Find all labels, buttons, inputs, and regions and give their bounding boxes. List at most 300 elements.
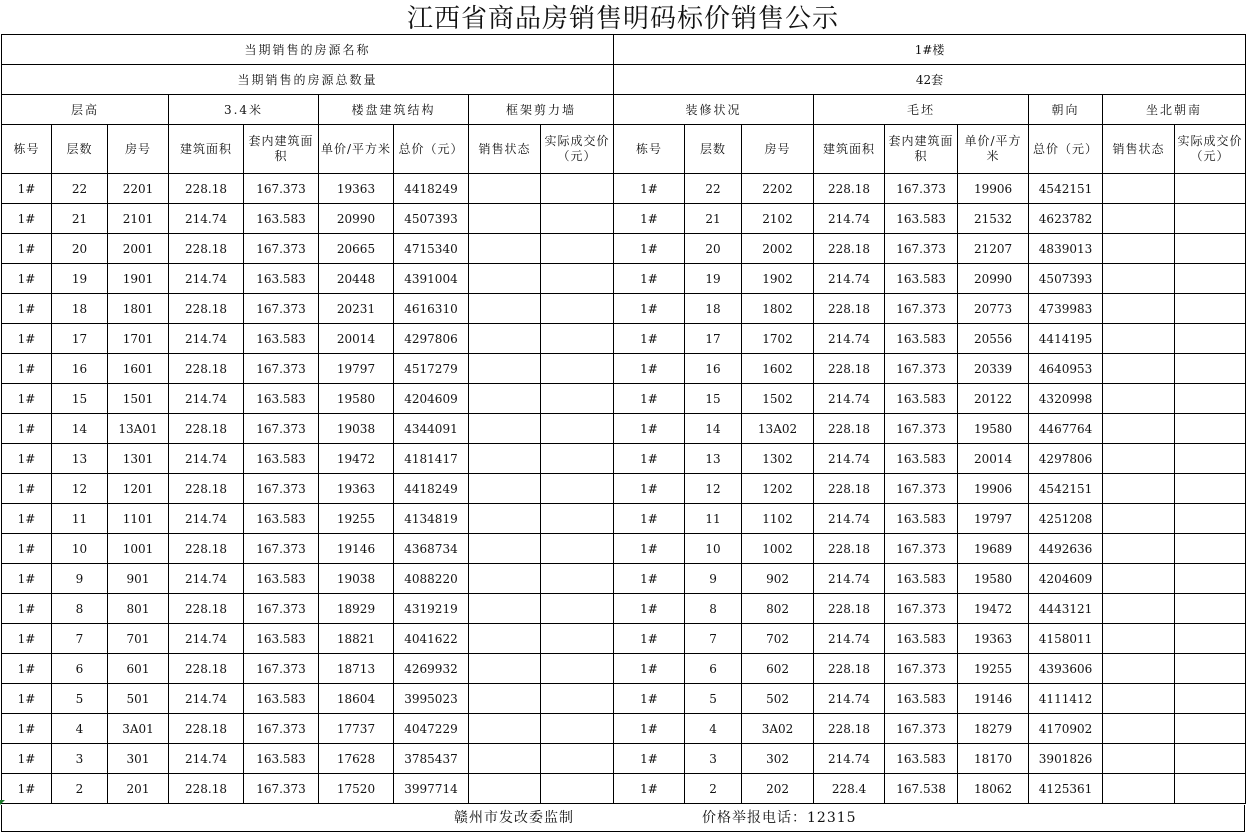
right-inner-area-cell: 163.583 xyxy=(885,624,958,654)
right-total-price-cell: 4640953 xyxy=(1029,354,1103,384)
right-total-price-cell: 4839013 xyxy=(1029,234,1103,264)
left-actual-price-cell xyxy=(541,744,614,774)
right-building-cell: 1# xyxy=(614,204,685,234)
right-actual-price-cell xyxy=(1175,774,1246,804)
right-floor-cell: 8 xyxy=(685,594,742,624)
property-info-row xyxy=(2,95,1246,125)
source-name-label: 当期销售的房源名称 xyxy=(2,35,614,65)
left-total-price-cell: 4418249 xyxy=(394,174,469,204)
source-count-value: 42套 xyxy=(614,65,1246,95)
right-building-cell: 1# xyxy=(614,564,685,594)
right-actual-price-cell xyxy=(1175,474,1246,504)
table-row xyxy=(2,654,1246,684)
right-gross-area-cell: 228.18 xyxy=(814,354,885,384)
left-floor-cell: 8 xyxy=(52,594,108,624)
table-row xyxy=(2,324,1246,354)
right-actual-price-cell xyxy=(1175,714,1246,744)
right-room-cell: 502 xyxy=(742,684,814,714)
left-floor-cell: 20 xyxy=(52,234,108,264)
left-gross-area-cell: 228.18 xyxy=(169,534,244,564)
right-gross-area-cell: 214.74 xyxy=(814,684,885,714)
left-inner-area-cell: 167.373 xyxy=(244,654,319,684)
right-inner-area-cell: 163.583 xyxy=(885,204,958,234)
left-gross-area-cell: 214.74 xyxy=(169,564,244,594)
left-floor-cell: 16 xyxy=(52,354,108,384)
left-room-cell: 701 xyxy=(108,624,169,654)
right-actual-price-cell xyxy=(1175,504,1246,534)
left-room-cell: 1101 xyxy=(108,504,169,534)
left-sale-status-cell xyxy=(469,294,541,324)
left-unit-price-cell: 18929 xyxy=(319,594,394,624)
left-inner-area-cell: 167.373 xyxy=(244,174,319,204)
left-actual-price-cell xyxy=(541,714,614,744)
right-actual-price-cell xyxy=(1175,564,1246,594)
table-row xyxy=(2,744,1246,774)
right-inner-area-cell: 167.373 xyxy=(885,354,958,384)
left-sale-status-cell xyxy=(469,324,541,354)
left-floor-cell: 5 xyxy=(52,684,108,714)
right-gross-area-cell: 228.4 xyxy=(814,774,885,804)
right-room-cell: 1902 xyxy=(742,264,814,294)
header-right-unit-price: 单价/平方米 xyxy=(958,125,1029,174)
right-building-cell: 1# xyxy=(614,774,685,804)
right-floor-cell: 18 xyxy=(685,294,742,324)
right-unit-price-cell: 18279 xyxy=(958,714,1029,744)
right-sale-status-cell xyxy=(1103,654,1175,684)
left-actual-price-cell xyxy=(541,414,614,444)
right-unit-price-cell: 20773 xyxy=(958,294,1029,324)
left-actual-price-cell xyxy=(541,564,614,594)
left-sale-status-cell xyxy=(469,774,541,804)
supervisor-text: 赣州市发改委监制 xyxy=(454,810,574,826)
right-actual-price-cell xyxy=(1175,654,1246,684)
left-unit-price-cell: 19472 xyxy=(319,444,394,474)
left-inner-area-cell: 163.583 xyxy=(244,504,319,534)
hotline-text: 价格举报电话：12315 xyxy=(702,810,857,826)
left-actual-price-cell xyxy=(541,384,614,414)
right-total-price-cell: 4158011 xyxy=(1029,624,1103,654)
left-unit-price-cell: 20231 xyxy=(319,294,394,324)
right-room-cell: 1302 xyxy=(742,444,814,474)
right-floor-cell: 7 xyxy=(685,624,742,654)
right-total-price-cell: 4739983 xyxy=(1029,294,1103,324)
right-room-cell: 1602 xyxy=(742,354,814,384)
page-title: 江西省商品房销售明码标价销售公示 xyxy=(406,4,839,34)
left-inner-area-cell: 163.583 xyxy=(244,384,319,414)
left-total-price-cell: 4041622 xyxy=(394,624,469,654)
right-total-price-cell: 4111412 xyxy=(1029,684,1103,714)
left-total-price-cell: 4319219 xyxy=(394,594,469,624)
left-sale-status-cell xyxy=(469,384,541,414)
left-unit-price-cell: 19797 xyxy=(319,354,394,384)
left-actual-price-cell xyxy=(541,534,614,564)
right-room-cell: 1502 xyxy=(742,384,814,414)
structure-label: 楼盘建筑结构 xyxy=(319,95,469,125)
left-building-cell: 1# xyxy=(2,624,52,654)
table-row xyxy=(2,264,1246,294)
table-row xyxy=(2,504,1246,534)
table-row xyxy=(2,234,1246,264)
left-unit-price-cell: 18604 xyxy=(319,684,394,714)
table-row xyxy=(2,534,1246,564)
left-room-cell: 2001 xyxy=(108,234,169,264)
left-unit-price-cell: 19580 xyxy=(319,384,394,414)
header-left-room: 房号 xyxy=(108,125,169,174)
right-sale-status-cell xyxy=(1103,384,1175,414)
left-building-cell: 1# xyxy=(2,414,52,444)
right-total-price-cell: 4204609 xyxy=(1029,564,1103,594)
left-floor-cell: 9 xyxy=(52,564,108,594)
left-gross-area-cell: 214.74 xyxy=(169,204,244,234)
left-building-cell: 1# xyxy=(2,714,52,744)
left-actual-price-cell xyxy=(541,474,614,504)
left-sale-status-cell xyxy=(469,714,541,744)
right-room-cell: 3A02 xyxy=(742,714,814,744)
header-right-total-price: 总价（元） xyxy=(1029,125,1103,174)
left-gross-area-cell: 214.74 xyxy=(169,264,244,294)
right-total-price-cell: 4492636 xyxy=(1029,534,1103,564)
right-actual-price-cell xyxy=(1175,354,1246,384)
right-actual-price-cell xyxy=(1175,174,1246,204)
left-room-cell: 201 xyxy=(108,774,169,804)
left-unit-price-cell: 17520 xyxy=(319,774,394,804)
table-row xyxy=(2,384,1246,414)
right-sale-status-cell xyxy=(1103,714,1175,744)
right-room-cell: 2202 xyxy=(742,174,814,204)
right-total-price-cell: 4393606 xyxy=(1029,654,1103,684)
left-unit-price-cell: 19038 xyxy=(319,564,394,594)
right-sale-status-cell xyxy=(1103,684,1175,714)
right-actual-price-cell xyxy=(1175,534,1246,564)
left-building-cell: 1# xyxy=(2,174,52,204)
right-gross-area-cell: 214.74 xyxy=(814,744,885,774)
left-sale-status-cell xyxy=(469,684,541,714)
left-building-cell: 1# xyxy=(2,564,52,594)
left-floor-cell: 11 xyxy=(52,504,108,534)
right-floor-cell: 19 xyxy=(685,264,742,294)
right-floor-cell: 22 xyxy=(685,174,742,204)
left-room-cell: 1901 xyxy=(108,264,169,294)
left-gross-area-cell: 214.74 xyxy=(169,324,244,354)
right-floor-cell: 4 xyxy=(685,714,742,744)
right-room-cell: 1802 xyxy=(742,294,814,324)
source-count-row xyxy=(2,65,1246,95)
header-right-inner-area: 套内建筑面积 xyxy=(885,125,958,174)
right-gross-area-cell: 228.18 xyxy=(814,654,885,684)
left-total-price-cell: 4418249 xyxy=(394,474,469,504)
right-gross-area-cell: 228.18 xyxy=(814,534,885,564)
left-room-cell: 801 xyxy=(108,594,169,624)
header-left-floor: 层数 xyxy=(52,125,108,174)
left-floor-cell: 17 xyxy=(52,324,108,354)
right-building-cell: 1# xyxy=(614,264,685,294)
right-unit-price-cell: 19906 xyxy=(958,174,1029,204)
left-inner-area-cell: 163.583 xyxy=(244,564,319,594)
right-sale-status-cell xyxy=(1103,294,1175,324)
left-room-cell: 1601 xyxy=(108,354,169,384)
right-floor-cell: 10 xyxy=(685,534,742,564)
left-actual-price-cell xyxy=(541,204,614,234)
right-sale-status-cell xyxy=(1103,264,1175,294)
right-floor-cell: 3 xyxy=(685,744,742,774)
left-floor-cell: 12 xyxy=(52,474,108,504)
header-right-sale-status: 销售状态 xyxy=(1103,125,1175,174)
right-floor-cell: 15 xyxy=(685,384,742,414)
right-sale-status-cell xyxy=(1103,534,1175,564)
right-room-cell: 1702 xyxy=(742,324,814,354)
left-total-price-cell: 4344091 xyxy=(394,414,469,444)
left-gross-area-cell: 228.18 xyxy=(169,474,244,504)
left-sale-status-cell xyxy=(469,624,541,654)
decoration-value: 毛坯 xyxy=(814,95,1029,125)
right-room-cell: 13A02 xyxy=(742,414,814,444)
right-total-price-cell: 4542151 xyxy=(1029,174,1103,204)
right-building-cell: 1# xyxy=(614,384,685,414)
left-inner-area-cell: 163.583 xyxy=(244,204,319,234)
right-total-price-cell: 4623782 xyxy=(1029,204,1103,234)
right-gross-area-cell: 228.18 xyxy=(814,174,885,204)
right-actual-price-cell xyxy=(1175,414,1246,444)
left-floor-cell: 13 xyxy=(52,444,108,474)
right-floor-cell: 6 xyxy=(685,654,742,684)
right-building-cell: 1# xyxy=(614,294,685,324)
left-actual-price-cell xyxy=(541,234,614,264)
left-gross-area-cell: 214.74 xyxy=(169,444,244,474)
left-building-cell: 1# xyxy=(2,354,52,384)
left-gross-area-cell: 228.18 xyxy=(169,714,244,744)
left-gross-area-cell: 228.18 xyxy=(169,234,244,264)
right-sale-status-cell xyxy=(1103,504,1175,534)
left-total-price-cell: 4507393 xyxy=(394,204,469,234)
left-sale-status-cell xyxy=(469,594,541,624)
right-unit-price-cell: 19146 xyxy=(958,684,1029,714)
right-floor-cell: 2 xyxy=(685,774,742,804)
left-sale-status-cell xyxy=(469,534,541,564)
left-building-cell: 1# xyxy=(2,444,52,474)
left-inner-area-cell: 167.373 xyxy=(244,354,319,384)
left-total-price-cell: 4715340 xyxy=(394,234,469,264)
right-total-price-cell: 4414195 xyxy=(1029,324,1103,354)
header-left-inner-area: 套内建筑面积 xyxy=(244,125,319,174)
left-floor-cell: 15 xyxy=(52,384,108,414)
left-actual-price-cell xyxy=(541,594,614,624)
right-building-cell: 1# xyxy=(614,354,685,384)
left-gross-area-cell: 228.18 xyxy=(169,594,244,624)
right-inner-area-cell: 167.373 xyxy=(885,414,958,444)
left-gross-area-cell: 228.18 xyxy=(169,654,244,684)
column-header-row xyxy=(2,125,1246,174)
left-building-cell: 1# xyxy=(2,504,52,534)
left-gross-area-cell: 214.74 xyxy=(169,624,244,654)
right-sale-status-cell xyxy=(1103,744,1175,774)
right-total-price-cell: 4542151 xyxy=(1029,474,1103,504)
table-row xyxy=(2,714,1246,744)
left-room-cell: 2101 xyxy=(108,204,169,234)
left-sale-status-cell xyxy=(469,564,541,594)
header-right-room: 房号 xyxy=(742,125,814,174)
left-building-cell: 1# xyxy=(2,294,52,324)
header-right-floor: 层数 xyxy=(685,125,742,174)
left-floor-cell: 2 xyxy=(52,774,108,804)
left-sale-status-cell xyxy=(469,444,541,474)
right-total-price-cell: 4507393 xyxy=(1029,264,1103,294)
price-table xyxy=(1,34,1246,804)
right-room-cell: 602 xyxy=(742,654,814,684)
left-floor-cell: 19 xyxy=(52,264,108,294)
right-total-price-cell: 4443121 xyxy=(1029,594,1103,624)
right-sale-status-cell xyxy=(1103,774,1175,804)
left-actual-price-cell xyxy=(541,654,614,684)
right-unit-price-cell: 21207 xyxy=(958,234,1029,264)
right-building-cell: 1# xyxy=(614,714,685,744)
left-unit-price-cell: 19363 xyxy=(319,474,394,504)
right-room-cell: 902 xyxy=(742,564,814,594)
left-total-price-cell: 4391004 xyxy=(394,264,469,294)
right-room-cell: 302 xyxy=(742,744,814,774)
left-room-cell: 501 xyxy=(108,684,169,714)
right-gross-area-cell: 214.74 xyxy=(814,504,885,534)
right-total-price-cell: 4320998 xyxy=(1029,384,1103,414)
header-left-total-price: 总价（元） xyxy=(394,125,469,174)
orientation-label: 朝向 xyxy=(1029,95,1103,125)
floor-height-value: 3.4米 xyxy=(169,95,319,125)
left-unit-price-cell: 20665 xyxy=(319,234,394,264)
right-unit-price-cell: 20014 xyxy=(958,444,1029,474)
right-building-cell: 1# xyxy=(614,234,685,264)
left-room-cell: 901 xyxy=(108,564,169,594)
header-right-actual-price: 实际成交价（元） xyxy=(1175,125,1246,174)
right-building-cell: 1# xyxy=(614,684,685,714)
left-actual-price-cell xyxy=(541,774,614,804)
table-row xyxy=(2,774,1246,804)
right-floor-cell: 16 xyxy=(685,354,742,384)
right-unit-price-cell: 20122 xyxy=(958,384,1029,414)
right-room-cell: 1202 xyxy=(742,474,814,504)
table-row xyxy=(2,174,1246,204)
right-actual-price-cell xyxy=(1175,204,1246,234)
left-inner-area-cell: 167.373 xyxy=(244,594,319,624)
right-building-cell: 1# xyxy=(614,474,685,504)
right-building-cell: 1# xyxy=(614,624,685,654)
left-building-cell: 1# xyxy=(2,264,52,294)
table-row xyxy=(2,594,1246,624)
left-building-cell: 1# xyxy=(2,654,52,684)
right-gross-area-cell: 228.18 xyxy=(814,294,885,324)
right-unit-price-cell: 18170 xyxy=(958,744,1029,774)
left-inner-area-cell: 163.583 xyxy=(244,624,319,654)
right-inner-area-cell: 163.583 xyxy=(885,384,958,414)
right-total-price-cell: 4125361 xyxy=(1029,774,1103,804)
right-sale-status-cell xyxy=(1103,414,1175,444)
right-unit-price-cell: 19580 xyxy=(958,564,1029,594)
right-actual-price-cell xyxy=(1175,234,1246,264)
left-room-cell: 3A01 xyxy=(108,714,169,744)
left-inner-area-cell: 167.373 xyxy=(244,294,319,324)
left-room-cell: 1501 xyxy=(108,384,169,414)
left-gross-area-cell: 214.74 xyxy=(169,684,244,714)
left-room-cell: 301 xyxy=(108,744,169,774)
left-total-price-cell: 3785437 xyxy=(394,744,469,774)
right-gross-area-cell: 228.18 xyxy=(814,234,885,264)
right-unit-price-cell: 19472 xyxy=(958,594,1029,624)
right-actual-price-cell xyxy=(1175,594,1246,624)
right-actual-price-cell xyxy=(1175,324,1246,354)
right-room-cell: 802 xyxy=(742,594,814,624)
left-building-cell: 1# xyxy=(2,234,52,264)
left-gross-area-cell: 228.18 xyxy=(169,294,244,324)
right-unit-price-cell: 21532 xyxy=(958,204,1029,234)
left-sale-status-cell xyxy=(469,174,541,204)
right-gross-area-cell: 214.74 xyxy=(814,384,885,414)
left-building-cell: 1# xyxy=(2,204,52,234)
right-inner-area-cell: 167.538 xyxy=(885,774,958,804)
left-unit-price-cell: 19255 xyxy=(319,504,394,534)
right-actual-price-cell xyxy=(1175,294,1246,324)
cell-marker-icon xyxy=(0,800,5,805)
right-actual-price-cell xyxy=(1175,264,1246,294)
left-gross-area-cell: 228.18 xyxy=(169,174,244,204)
left-room-cell: 1701 xyxy=(108,324,169,354)
right-inner-area-cell: 163.583 xyxy=(885,504,958,534)
source-name-value: 1#楼 xyxy=(614,35,1246,65)
right-room-cell: 202 xyxy=(742,774,814,804)
left-total-price-cell: 3995023 xyxy=(394,684,469,714)
right-room-cell: 2102 xyxy=(742,204,814,234)
header-left-unit-price: 单价/平方米 xyxy=(319,125,394,174)
table-row xyxy=(2,684,1246,714)
right-unit-price-cell: 20990 xyxy=(958,264,1029,294)
right-gross-area-cell: 214.74 xyxy=(814,264,885,294)
left-unit-price-cell: 18821 xyxy=(319,624,394,654)
right-inner-area-cell: 163.583 xyxy=(885,264,958,294)
header-right-gross-area: 建筑面积 xyxy=(814,125,885,174)
right-gross-area-cell: 214.74 xyxy=(814,624,885,654)
left-total-price-cell: 4134819 xyxy=(394,504,469,534)
right-inner-area-cell: 163.583 xyxy=(885,564,958,594)
left-floor-cell: 6 xyxy=(52,654,108,684)
left-inner-area-cell: 167.373 xyxy=(244,774,319,804)
left-actual-price-cell xyxy=(541,324,614,354)
right-building-cell: 1# xyxy=(614,414,685,444)
right-inner-area-cell: 167.373 xyxy=(885,714,958,744)
left-unit-price-cell: 20014 xyxy=(319,324,394,354)
left-sale-status-cell xyxy=(469,204,541,234)
left-total-price-cell: 4181417 xyxy=(394,444,469,474)
right-building-cell: 1# xyxy=(614,594,685,624)
right-inner-area-cell: 167.373 xyxy=(885,654,958,684)
left-sale-status-cell xyxy=(469,264,541,294)
right-unit-price-cell: 19906 xyxy=(958,474,1029,504)
left-inner-area-cell: 167.373 xyxy=(244,234,319,264)
right-inner-area-cell: 167.373 xyxy=(885,234,958,264)
left-sale-status-cell xyxy=(469,414,541,444)
left-total-price-cell: 4269932 xyxy=(394,654,469,684)
left-unit-price-cell: 20448 xyxy=(319,264,394,294)
left-unit-price-cell: 19363 xyxy=(319,174,394,204)
right-floor-cell: 17 xyxy=(685,324,742,354)
right-actual-price-cell xyxy=(1175,384,1246,414)
right-sale-status-cell xyxy=(1103,474,1175,504)
table-row xyxy=(2,444,1246,474)
right-actual-price-cell xyxy=(1175,744,1246,774)
right-room-cell: 702 xyxy=(742,624,814,654)
right-unit-price-cell: 19580 xyxy=(958,414,1029,444)
right-gross-area-cell: 228.18 xyxy=(814,414,885,444)
left-room-cell: 1201 xyxy=(108,474,169,504)
left-room-cell: 2201 xyxy=(108,174,169,204)
left-total-price-cell: 4297806 xyxy=(394,324,469,354)
left-inner-area-cell: 163.583 xyxy=(244,324,319,354)
